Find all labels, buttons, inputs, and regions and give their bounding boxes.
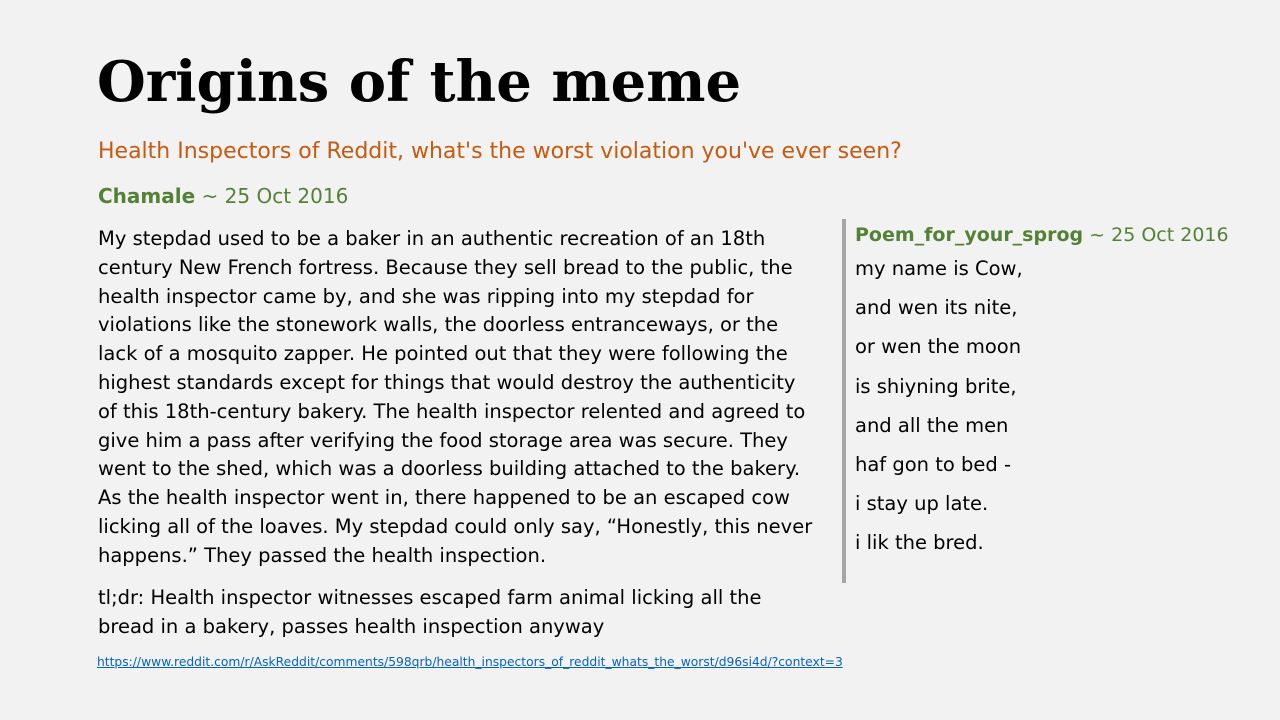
poem [855, 249, 1242, 563]
poem-line: is shiyning brite, [855, 374, 1017, 398]
reply-author-line [855, 222, 1242, 248]
post-question: Health Inspectors of Reddit, what's the worst violation you've ever seen? [98, 139, 902, 164]
poem-line: i stay up late. [855, 492, 989, 516]
comment-author-line [98, 183, 348, 209]
comment-date: ~ 25 Oct 2016 [195, 184, 349, 208]
comment-tldr: tl;dr: Health inspector witnesses escaped farm animal licking all the bread in a bakery, passes health inspection anyway [98, 586, 762, 638]
poem-line: haf gon to bed - [855, 453, 1011, 477]
poem-line: or wen the moon [855, 335, 1022, 359]
source-link[interactable]: https://www.reddit.com/r/AskReddit/comments/598qrb/health_inspectors_of_reddit_whats_the_worst/d96si4d/?context=3 [97, 655, 843, 669]
poem-line: i lik the bred. [855, 531, 984, 555]
reply-date: ~ 25 Oct 2016 [1083, 224, 1229, 246]
poem-line: and wen its nite, [855, 296, 1018, 320]
comment-body: My stepdad used to be a baker in an authentic recreation of an 18th century New French fortress. Because they sell bread to the public, the health inspector came by, and she was ripping into my stepdad for violations like the stonework walls, the doorless entranceways, or the lack of a mosquito zapper. He pointed out that they were following the highest standards except for things that would destroy the authenticity of this 18th-century bakery. The health inspector relented and agreed to give him a pass after verifying the food storage area was secure. They went to the shed, which was a doorless building attached to the bakery. As the health inspector went in, there happened to be an escaped cow licking all of the loaves. My stepdad could only say, “Honestly, this never happens.” They passed the health inspection. [98, 227, 813, 567]
reply-quote-block [842, 219, 1242, 583]
poem-line: and all the men [855, 413, 1009, 437]
comment-author: Chamale [98, 184, 196, 208]
poem-line: my name is Cow, [855, 257, 1023, 280]
slide-title: Origins of the meme [97, 49, 742, 115]
reply-author: Poem_for_your_sprog [855, 224, 1084, 246]
